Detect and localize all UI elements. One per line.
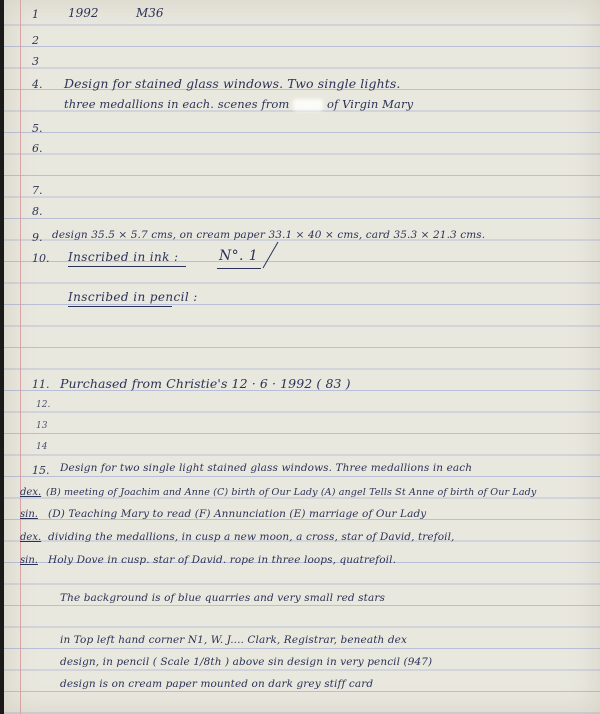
line-sin-2 [4,554,600,574]
purchase-text: Purchased from Christie's 12 · 6 · 1992 ( 83 ) [60,376,351,391]
line-number: 13 [36,421,48,431]
line-4 [4,76,600,96]
notebook-page [4,0,600,714]
description-text: in Top left hand corner N1, W. J.... Clark, Registrar, beneath dex [60,634,407,646]
line-8 [4,203,600,223]
line-number: 3 [32,55,39,68]
description-text: Holy Dove in cusp. star of David. rope in three loops, quatrefoil. [48,554,397,566]
line-pencil [4,656,600,676]
line-12 [4,398,600,418]
line-10b [4,290,600,310]
dimensions-text: design 35.5 × 5.7 cms, on cream paper 33.1 × 40 × cms, card 35.3 × 21.3 cms. [52,229,486,241]
inscribed-pencil-label: Inscribed in pencil : [68,290,198,304]
record-year: 1992 [68,6,99,20]
description-text: (D) Teaching Mary to read (F) Annunciation (E) marriage of Our Lady [48,508,427,520]
line-5 [4,120,600,140]
description-text: Design for two single light stained glass windows. Three medallions in each [60,462,473,474]
line-dex-1 [4,486,600,506]
line-number: 4. [32,78,43,91]
line-7 [4,182,600,202]
record-code: M36 [136,6,164,20]
side-prefix: sin. [20,509,38,520]
description-text: The background is of blue quarries and very small red stars [60,592,385,604]
line-number: 12. [36,400,51,410]
line-background [4,592,600,612]
underline [68,266,186,267]
entry-title: Design for stained glass windows. Two single lights. [64,76,401,91]
line-3 [4,53,600,73]
line-10 [4,250,600,270]
line-2 [4,32,600,52]
line-4b [4,97,600,117]
line-number: 10. [32,252,50,265]
underline [217,268,261,269]
side-prefix: sin. [20,555,38,566]
inscription-value: N°. 1 [219,248,259,264]
line-number: 5. [32,122,43,135]
description-text: (B) meeting of Joachim and Anne (C) birth of Our Lady (A) angel Tells St Anne of birth of Our Lady [46,487,537,498]
line-number: 11. [32,378,50,391]
description-text: design is on cream paper mounted on dark grey stiff card [60,678,374,690]
redaction [293,99,323,111]
line-sin-1 [4,508,600,528]
line-number: 15. [32,464,50,477]
line-9 [4,229,600,249]
line-15 [4,462,600,482]
line-number: 7. [32,184,43,197]
line-mount [4,678,600,698]
inscribed-ink-label: Inscribed in ink : [68,250,179,264]
line-1 [4,6,600,26]
line-11 [4,376,600,396]
line-number: 14 [36,442,48,452]
line-number: 2 [32,34,39,47]
line-dex-2 [4,531,600,551]
line-13 [4,419,600,439]
side-prefix: dex. [20,532,42,543]
line-number: 9. [32,231,43,244]
line-number: 6. [32,142,43,155]
underline [68,306,172,307]
line-14 [4,440,600,460]
description-text: dividing the medallions, in cusp a new moon, a cross, star of David, trefoil, [48,531,455,543]
line-6 [4,140,600,160]
entry-title-cont: three medallions in each. scenes from of Virgin Mary [64,97,414,111]
description-text: design, in pencil ( Scale 1/8th ) above sin design in very pencil (947) [60,656,433,668]
line-inscription [4,634,600,654]
line-number: 8. [32,205,43,218]
line-number: 1 [32,8,39,21]
side-prefix: dex. [20,487,42,498]
